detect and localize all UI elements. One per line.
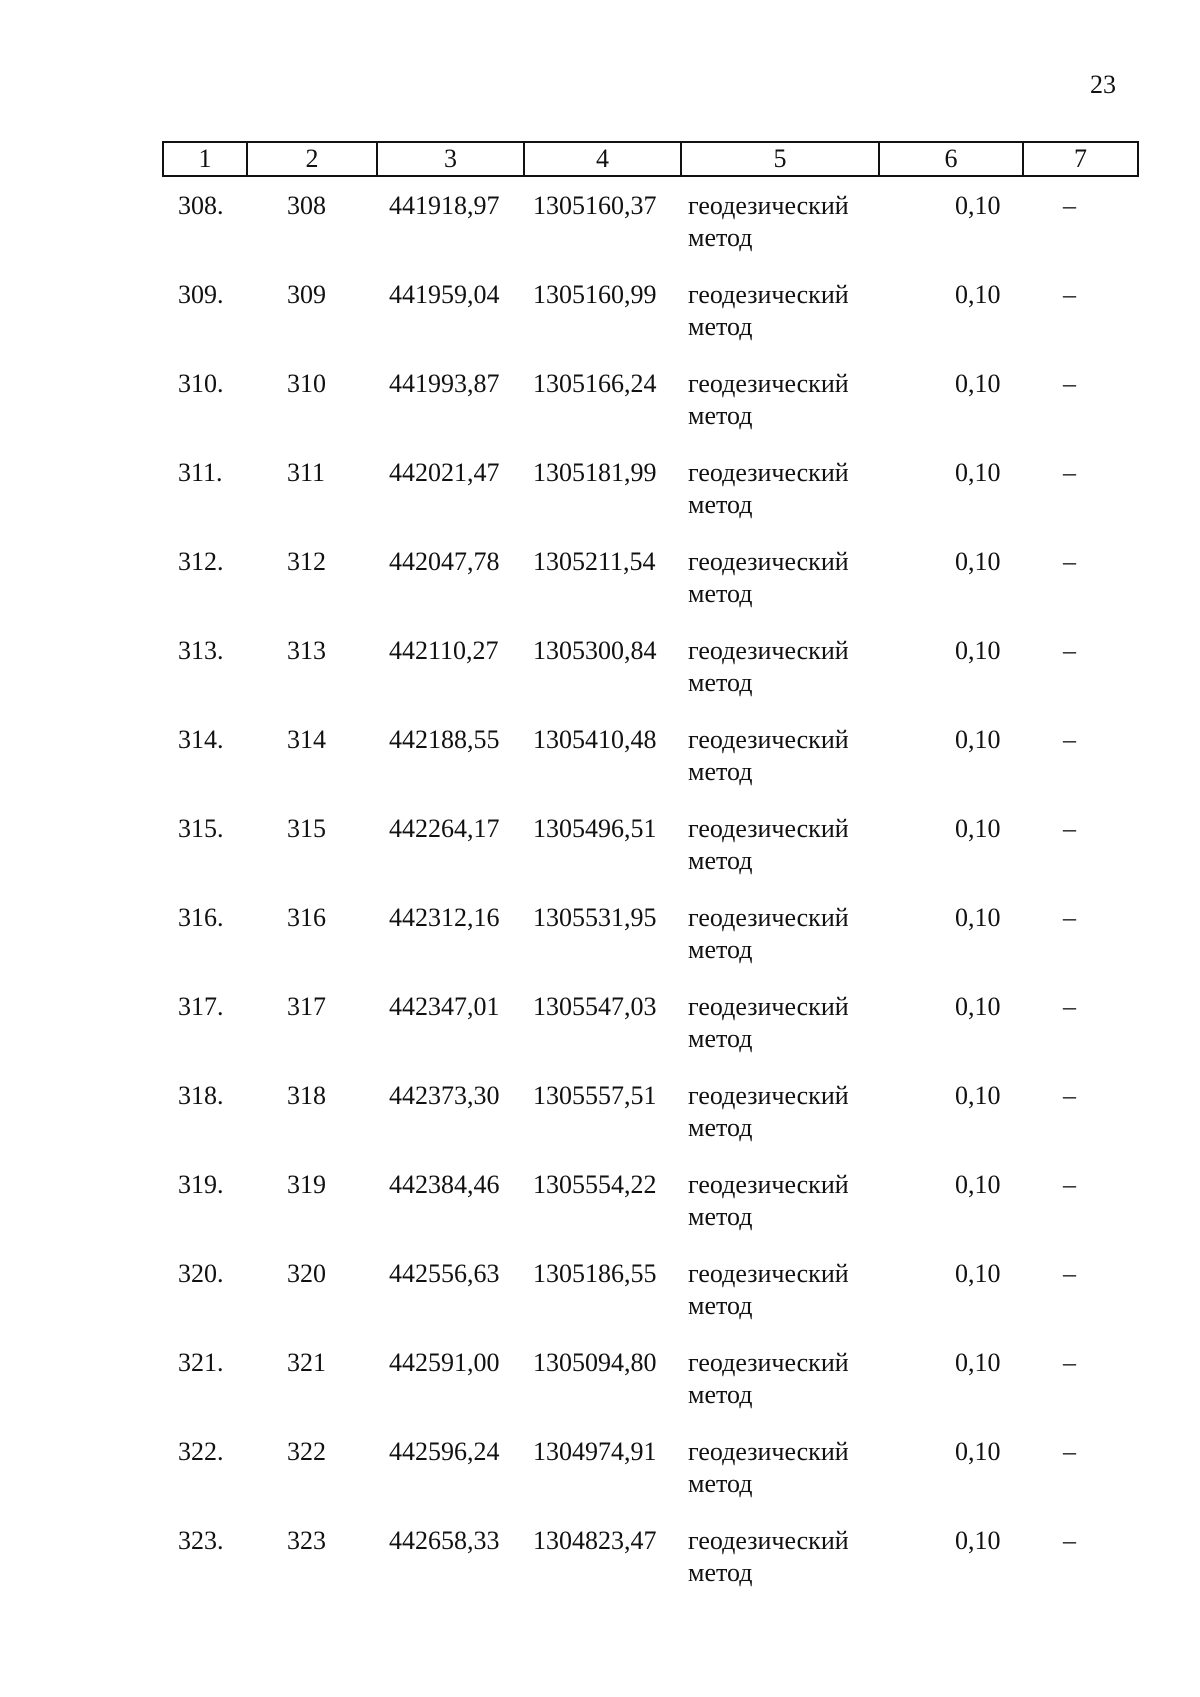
column-header-4: 4 [524, 142, 681, 176]
coordinate-x: 442591,00 [389, 1348, 500, 1377]
method-line-2: метод [688, 846, 753, 875]
row-number: 316. [178, 903, 224, 932]
coordinate-x: 441993,87 [389, 369, 500, 398]
method [688, 1436, 849, 1500]
point-id: 309 [287, 280, 326, 309]
row-number: 311. [178, 458, 223, 487]
coordinate-y: 1305531,95 [533, 903, 657, 932]
point-id: 319 [287, 1170, 326, 1199]
coordinate-y: 1305300,84 [533, 636, 657, 665]
method-line-2: метод [688, 1291, 753, 1320]
row-number: 318. [178, 1081, 224, 1110]
row-number: 309. [178, 280, 224, 309]
note: – [1063, 1526, 1076, 1555]
method-line-1: геодезический [688, 1081, 849, 1110]
note: – [1063, 1259, 1076, 1288]
coordinate-x: 442312,16 [389, 903, 500, 932]
note: – [1063, 369, 1076, 398]
note: – [1063, 1348, 1076, 1377]
row-number: 314. [178, 725, 224, 754]
coordinate-y: 1305186,55 [533, 1259, 657, 1288]
point-id: 318 [287, 1081, 326, 1110]
row-number: 308. [178, 191, 224, 220]
table-row [0, 902, 1200, 991]
accuracy: 0,10 [955, 725, 1001, 754]
row-number: 315. [178, 814, 224, 843]
accuracy: 0,10 [955, 280, 1001, 309]
point-id: 313 [287, 636, 326, 665]
method [688, 368, 849, 432]
method [688, 902, 849, 966]
row-number: 312. [178, 547, 224, 576]
coordinate-y: 1305554,22 [533, 1170, 657, 1199]
method-line-1: геодезический [688, 992, 849, 1021]
coordinate-x: 441918,97 [389, 191, 500, 220]
point-id: 323 [287, 1526, 326, 1555]
coordinate-y: 1305557,51 [533, 1081, 657, 1110]
accuracy: 0,10 [955, 547, 1001, 576]
accuracy: 0,10 [955, 1170, 1001, 1199]
method-line-1: геодезический [688, 1170, 849, 1199]
coordinate-x: 442188,55 [389, 725, 500, 754]
row-number: 319. [178, 1170, 224, 1199]
coordinate-y: 1305181,99 [533, 458, 657, 487]
note: – [1063, 280, 1076, 309]
coordinate-x: 442347,01 [389, 992, 500, 1021]
point-id: 308 [287, 191, 326, 220]
method-line-2: метод [688, 935, 753, 964]
method-line-1: геодезический [688, 369, 849, 398]
method-line-2: метод [688, 490, 753, 519]
accuracy: 0,10 [955, 369, 1001, 398]
note: – [1063, 1081, 1076, 1110]
accuracy: 0,10 [955, 814, 1001, 843]
method-line-2: метод [688, 1558, 753, 1587]
method-line-1: геодезический [688, 1437, 849, 1466]
table-row [0, 724, 1200, 813]
note: – [1063, 814, 1076, 843]
coordinates-table-body [0, 190, 1200, 1614]
coordinate-x: 442110,27 [389, 636, 499, 665]
method-line-2: метод [688, 668, 753, 697]
point-id: 314 [287, 725, 326, 754]
accuracy: 0,10 [955, 903, 1001, 932]
coordinate-x: 442047,78 [389, 547, 500, 576]
method [688, 724, 849, 788]
row-number: 310. [178, 369, 224, 398]
table-row [0, 1258, 1200, 1347]
row-number: 313. [178, 636, 224, 665]
coordinate-x: 442021,47 [389, 458, 500, 487]
coordinate-x: 441959,04 [389, 280, 500, 309]
method-line-1: геодезический [688, 1348, 849, 1377]
point-id: 312 [287, 547, 326, 576]
method-line-1: геодезический [688, 1526, 849, 1555]
coordinate-y: 1305547,03 [533, 992, 657, 1021]
accuracy: 0,10 [955, 1348, 1001, 1377]
method-line-2: метод [688, 579, 753, 608]
note: – [1063, 903, 1076, 932]
note: – [1063, 1437, 1076, 1466]
coordinate-y: 1305166,24 [533, 369, 657, 398]
table-row [0, 279, 1200, 368]
column-header-3: 3 [377, 142, 524, 176]
point-id: 322 [287, 1437, 326, 1466]
column-header-5: 5 [681, 142, 879, 176]
page-number: 23 [1090, 70, 1116, 99]
coordinate-y: 1305496,51 [533, 814, 657, 843]
coordinate-x: 442373,30 [389, 1081, 500, 1110]
accuracy: 0,10 [955, 1526, 1001, 1555]
table-row [0, 1080, 1200, 1169]
column-header-1: 1 [163, 142, 247, 176]
method-line-2: метод [688, 1113, 753, 1142]
accuracy: 0,10 [955, 992, 1001, 1021]
note: – [1063, 636, 1076, 665]
coordinate-y: 1305160,37 [533, 191, 657, 220]
accuracy: 0,10 [955, 1259, 1001, 1288]
method-line-2: метод [688, 1202, 753, 1231]
method [688, 635, 849, 699]
row-number: 321. [178, 1348, 224, 1377]
method-line-1: геодезический [688, 814, 849, 843]
accuracy: 0,10 [955, 1081, 1001, 1110]
point-id: 320 [287, 1259, 326, 1288]
column-header-6: 6 [879, 142, 1023, 176]
table-row [0, 635, 1200, 724]
method [688, 1169, 849, 1233]
method-line-2: метод [688, 401, 753, 430]
table-row [0, 1525, 1200, 1614]
method [688, 1347, 849, 1411]
coordinate-y: 1304974,91 [533, 1437, 657, 1466]
note: – [1063, 547, 1076, 576]
column-header-row [163, 142, 1138, 176]
column-header-7: 7 [1023, 142, 1138, 176]
method [688, 546, 849, 610]
note: – [1063, 1170, 1076, 1199]
table-row [0, 1436, 1200, 1525]
method-line-1: геодезический [688, 636, 849, 665]
point-id: 310 [287, 369, 326, 398]
coordinate-x: 442384,46 [389, 1170, 500, 1199]
method-line-1: геодезический [688, 458, 849, 487]
method-line-2: метод [688, 1024, 753, 1053]
method [688, 1258, 849, 1322]
method-line-2: метод [688, 1469, 753, 1498]
table-row [0, 1169, 1200, 1258]
note: – [1063, 725, 1076, 754]
method-line-1: геодезический [688, 725, 849, 754]
method-line-2: метод [688, 1380, 753, 1409]
coordinate-y: 1304823,47 [533, 1526, 657, 1555]
table-row [0, 991, 1200, 1080]
table-row [0, 457, 1200, 546]
accuracy: 0,10 [955, 636, 1001, 665]
point-id: 317 [287, 992, 326, 1021]
method [688, 190, 849, 254]
point-id: 311 [287, 458, 326, 487]
column-header-2: 2 [247, 142, 377, 176]
method [688, 457, 849, 521]
coordinate-x: 442596,24 [389, 1437, 500, 1466]
method [688, 279, 849, 343]
row-number: 322. [178, 1437, 224, 1466]
method-line-1: геодезический [688, 547, 849, 576]
accuracy: 0,10 [955, 191, 1001, 220]
point-id: 315 [287, 814, 326, 843]
coordinate-y: 1305211,54 [533, 547, 656, 576]
method-line-2: метод [688, 757, 753, 786]
row-number: 323. [178, 1526, 224, 1555]
point-id: 321 [287, 1348, 326, 1377]
method [688, 991, 849, 1055]
method-line-1: геодезический [688, 280, 849, 309]
accuracy: 0,10 [955, 458, 1001, 487]
coordinate-y: 1305410,48 [533, 725, 657, 754]
table-row [0, 546, 1200, 635]
note: – [1063, 191, 1076, 220]
row-number: 320. [178, 1259, 224, 1288]
method-line-1: геодезический [688, 191, 849, 220]
method-line-1: геодезический [688, 1259, 849, 1288]
method [688, 1080, 849, 1144]
table-row [0, 1347, 1200, 1436]
method [688, 1525, 849, 1589]
table-row [0, 190, 1200, 279]
coordinate-x: 442264,17 [389, 814, 500, 843]
column-header-table [162, 141, 1139, 177]
coordinate-y: 1305160,99 [533, 280, 657, 309]
note: – [1063, 992, 1076, 1021]
method-line-2: метод [688, 223, 753, 252]
coordinate-y: 1305094,80 [533, 1348, 657, 1377]
method-line-1: геодезический [688, 903, 849, 932]
accuracy: 0,10 [955, 1437, 1001, 1466]
row-number: 317. [178, 992, 224, 1021]
coordinate-x: 442556,63 [389, 1259, 500, 1288]
coordinate-x: 442658,33 [389, 1526, 500, 1555]
method-line-2: метод [688, 312, 753, 341]
note: – [1063, 458, 1076, 487]
method [688, 813, 849, 877]
table-row [0, 813, 1200, 902]
table-row [0, 368, 1200, 457]
point-id: 316 [287, 903, 326, 932]
